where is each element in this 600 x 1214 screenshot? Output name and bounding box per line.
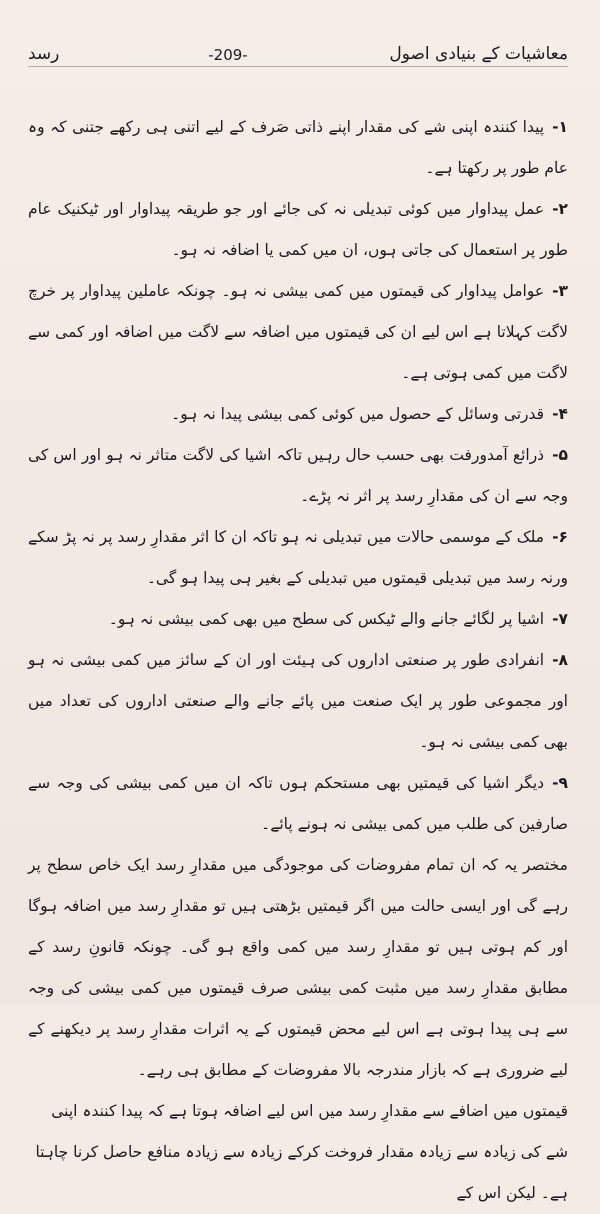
page-body bbox=[28, 107, 568, 1214]
list-item bbox=[28, 517, 568, 599]
page-header bbox=[28, 26, 568, 67]
item-text: قدرتی وسائل کے حصول میں کوئی کمی بیشی پیدا نہ ہو۔ bbox=[171, 405, 545, 423]
item-number: ۹- bbox=[552, 774, 568, 792]
item-number: ۲- bbox=[552, 200, 568, 218]
item-text: اشیا پر لگائے جانے والے ٹیکس کی سطح میں بھی کمی بیشی نہ ہو۔ bbox=[108, 610, 545, 628]
section-title: رسد bbox=[28, 44, 60, 64]
list-item bbox=[28, 640, 568, 763]
item-number: ۴- bbox=[552, 405, 568, 423]
item-text: ذرائع آمدورفت بھی حسب حال رہیں تاکہ اشیا کی لاگت متاثر نہ ہو اور اس کی وجہ سے ان کی مقدارِ رسد پر اثر نہ پڑے۔ bbox=[28, 446, 568, 505]
page-number: -209- bbox=[208, 46, 248, 64]
item-number: ۷- bbox=[552, 610, 568, 628]
item-text: ملک کے موسمی حالات میں تبدیلی نہ ہو تاکہ ان کا اثر مقدارِ رسد پر نہ پڑ سکے ورنہ رسد میں تبدیلی قیمتوں میں تبدیلی کے بغیر ہی پیدا ہو گی۔ bbox=[27, 528, 568, 587]
item-number: ۱- bbox=[552, 118, 568, 136]
list-item bbox=[28, 271, 568, 394]
list-item bbox=[28, 599, 568, 640]
item-number: ۶- bbox=[552, 528, 568, 546]
list-item bbox=[28, 394, 568, 435]
item-text: پیدا کنندہ اپنی شے کی مقدار اپنے ذاتی صَرف کے لیے اتنی ہی رکھے جتنی کہ وہ عام طور پر رکھتا ہے۔ bbox=[28, 118, 568, 177]
list-item bbox=[28, 189, 568, 271]
item-text: عمل پیداوار میں کوئی تبدیلی نہ کی جائے اور جو طریقہ پیداوار اور ٹیکنیک عام طور پر استعمال کی جاتی ہوں، ان میں کمی یا اضافہ نہ ہو۔ bbox=[28, 200, 568, 259]
list-item bbox=[28, 435, 568, 517]
book-title: معاشیات کے بنیادی اصول bbox=[389, 44, 568, 64]
summary-paragraph: مختصر یہ کہ ان تمام مفروضات کی موجودگی میں مقدارِ رسد ایک خاص سطح پر رہے گی اور ایسی حالت میں اگر قیمتیں بڑھتی ہیں تو مقدارِ رسد میں اضافہ ہوگا اور کم ہوتی ہیں تو مقدارِ رسد میں کمی واقع ہو گی۔ چونکہ قانونِ رسد کے مطابق مقدارِ رسد میں مثبت کمی بیشی صرف قیمتوں میں کمی بیشی کی وجہ سے ہی پیدا ہوتی ہے اس لیے محض قیمتوں کے یہ اثرات مقدارِ رسد پر دیکھنے کے لیے ضروری ہے کہ بازار مندرجہ بالا مفروضات کے مطابق ہی رہے۔ bbox=[28, 856, 568, 1079]
item-number: ۵- bbox=[552, 446, 568, 464]
item-text: دیگر اشیا کی قیمتیں بھی مستحکم ہوں تاکہ ان میں کمی بیشی کی وجہ سے صارفین کی طلب میں کمی بیشی نہ ہونے پائے۔ bbox=[28, 774, 568, 833]
list-item bbox=[28, 107, 568, 189]
closing-paragraph: قیمتوں میں اضافے سے مقدارِ رسد میں اس لیے اضافہ ہوتا ہے کہ پیدا کنندہ اپنی شے کی زیادہ سے زیادہ مقدار فروخت کرکے زیادہ سے زیادہ منافع حاصل کرنا چاہتا ہے۔ لیکن اس کے bbox=[35, 1102, 568, 1202]
item-text: عوامل پیداوار کی قیمتوں میں کمی بیشی نہ ہو۔ چونکہ عاملین پیداوار پر خرچ لاگت کہلاتا ہے اس لیے ان کی قیمتوں میں اضافہ سے لاگت میں اضافہ اور کمی سے لاگت میں کمی ہوتی ہے۔ bbox=[28, 282, 568, 382]
item-number: ۳- bbox=[552, 282, 568, 300]
item-number: ۸- bbox=[552, 651, 568, 669]
list-item bbox=[28, 763, 568, 845]
item-text: انفرادی طور پر صنعتی اداروں کی ہیئت اور ان کے سائز میں کمی بیشی نہ ہو اور مجموعی طور پر ایک صنعت میں پائے جانے والے صنعتی اداروں کی تعداد میں بھی کمی بیشی نہ ہو۔ bbox=[28, 651, 568, 751]
